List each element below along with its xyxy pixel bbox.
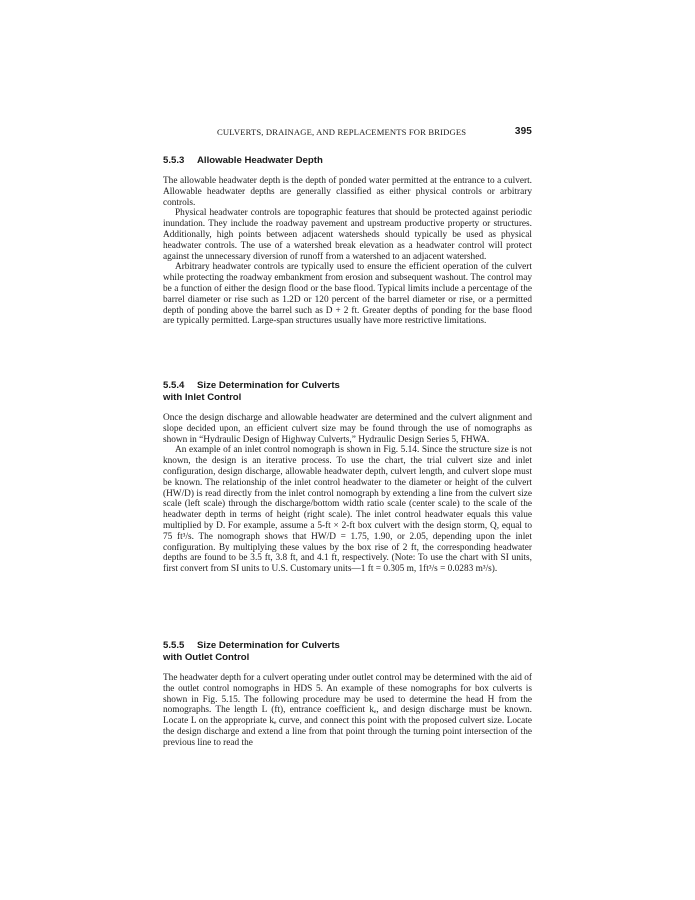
section-heading (163, 155, 532, 167)
section-number: 5.5.5 (163, 640, 185, 651)
page-number: 395 (514, 126, 532, 137)
paragraph: The headwater depth for a culvert operating under outlet control may be determined with the aid of the outlet control nomographs in HDS 5. An example of these nomographs for box culverts is shown in Fig. 5.15. The following procedure may be used to determine the head H from the nomographs. The length L (ft), entrance coefficient kₑ, and design discharge must be known. Locate L on the appropriate kₑ curve, and connect this point with the proposed culvert size. Locate the design discharge and extend a line from that point through the turning point intersection of the previous line to read the (163, 673, 532, 748)
section-title: Size Determination for Culverts (197, 640, 340, 651)
section-5-5-3 (163, 155, 532, 327)
section-heading (163, 640, 532, 664)
section-title: Allowable Headwater Depth (197, 155, 323, 166)
running-title: CULVERTS, DRAINAGE, AND REPLACEMENTS FOR BRIDGES (217, 127, 467, 137)
paragraph: The allowable headwater depth is the depth of ponded water permitted at the entrance to a culvert. Allowable headwater depths are generally classified as either physical controls or arbitrary controls. (163, 176, 532, 208)
paragraph: An example of an inlet control nomograph is shown in Fig. 5.14. Since the structure size is not known, the design is an iterative process. To use the chart, the trial culvert size and inlet configuration, design discharge, allowable headwater depth, culvert length, and culvert slope must be known. The relationship of the inlet control headwater to the diameter or height of the culvert (HW/D) is read directly from the inlet control nomograph by extending a line from the culvert size scale (left scale) through the discharge/bottom width ratio scale (center scale) to the scale of the headwater depth in terms of height (right scale). The inlet control headwater equals this value multiplied by D. For example, assume a 5-ft × 2-ft box culvert with the design storm, Q, equal to 75 ft³/s. The nomograph shows that HW/D = 1.75, 1.90, or 2.05, depending upon the inlet configuration. By multiplying these values by the box rise of 2 ft, the corresponding headwater depths are found to be 3.5 ft, 3.8 ft, and 4.1 ft, respectively. (Note: To use the chart with SI units, first convert from SI units to U.S. Customary units—1 ft = 0.305 m, 1ft³/s = 0.0283 m³/s). (163, 445, 532, 575)
section-title-line-2: with Outlet Control (163, 652, 250, 663)
section-5-5-5 (163, 640, 532, 749)
section-5-5-4 (163, 380, 532, 575)
paragraph: Once the design discharge and allowable headwater are determined and the culvert alignment and slope decided upon, an efficient culvert size may be found through the use of nomographs as shown in “Hydraulic Design of Highway Culverts,” Hydraulic Design Series 5, FHWA. (163, 413, 532, 445)
paragraph: Physical headwater controls are topographic features that should be protected against periodic inundation. They include the roadway pavement and upstream productive property or structures. Additionally, high points between adjacent watersheds should typically be used as physical headwater controls. The use of a watershed break elevation as a headwater control will protect against the unnecessary diversion of runoff from a watershed to an adjacent watershed. (163, 208, 532, 262)
section-number: 5.5.4 (163, 380, 185, 391)
section-number: 5.5.3 (163, 155, 185, 166)
paragraph: Arbitrary headwater controls are typically used to ensure the efficient operation of the culvert while protecting the roadway embankment from erosion and subsequent washout. The control may be a function of either the design flood or the base flood. Typical limits include a percentage of the barrel diameter or rise such as 1.2D or 120 percent of the barrel diameter or rise, or a permitted depth of ponding above the barrel such as D + 2 ft. Greater depths of ponding for the base flood are typically permitted. Large-span structures usually have more restrictive limitations. (163, 262, 532, 327)
section-heading (163, 380, 532, 404)
section-title-line-2: with Inlet Control (163, 392, 242, 403)
section-title: Size Determination for Culverts (197, 380, 340, 391)
